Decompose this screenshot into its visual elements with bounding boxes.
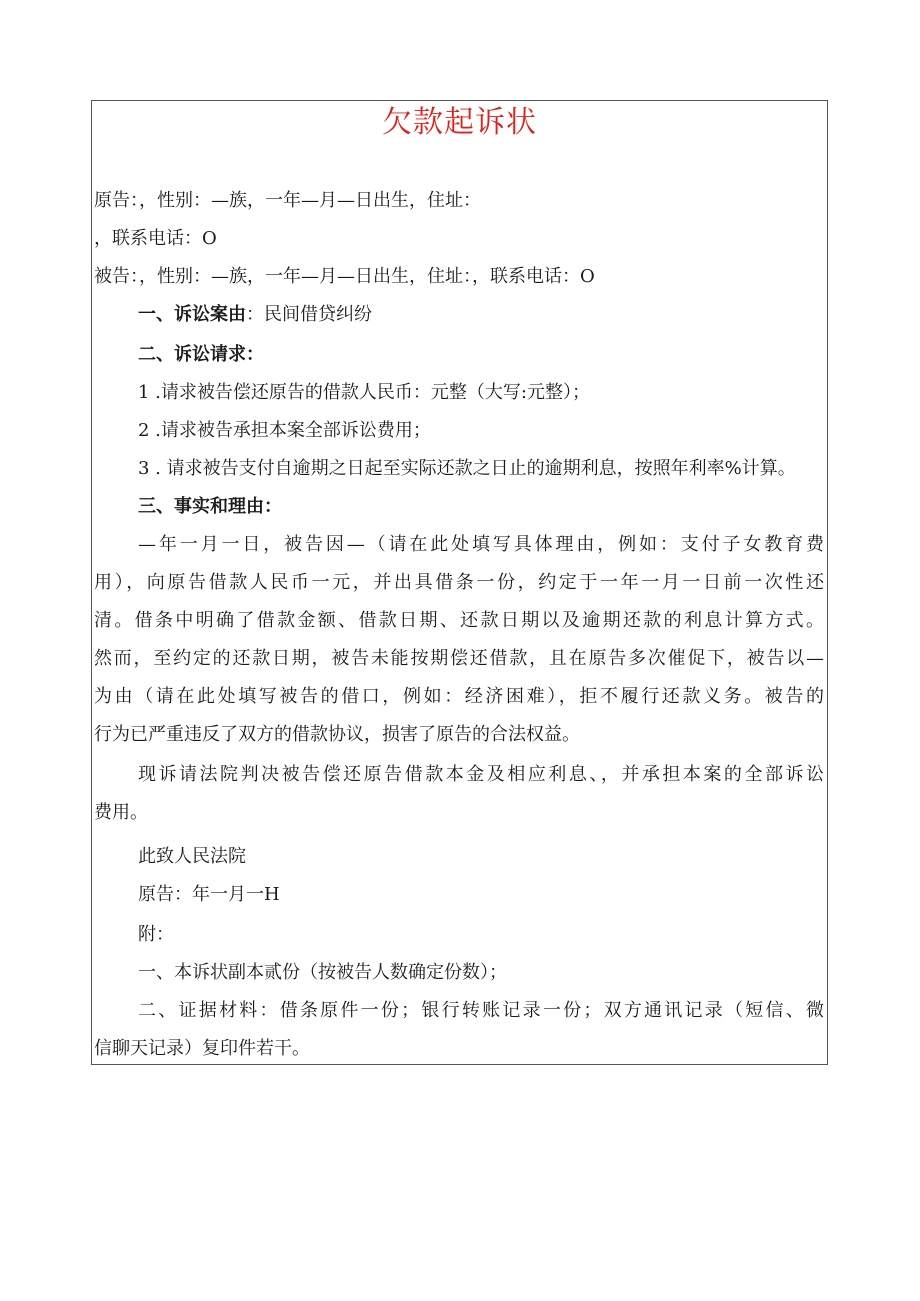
request-paragraph-line: 现诉请法院判决被告偿还原告借款本金及相应利息、，并承担本案的全部诉讼 bbox=[138, 764, 824, 785]
facts-paragraph-line: 清。借条中明确了借款金额、借款日期、还款日期以及逾期还款的利息计算方式。 bbox=[94, 610, 824, 631]
attachment-item: 一、本诉状副本贰份（按被告人数确定份数）； bbox=[138, 962, 507, 983]
request-paragraph-line: 费用。 bbox=[94, 802, 148, 823]
attachment-item: 二、证据材料：借条原件一份；银行转账记录一份；双方通讯记录（短信、微 bbox=[138, 1000, 824, 1021]
facts-paragraph-line: 然而，至约定的还款日期，被告未能按期偿还借款，且在原告多次催促下，被告以— bbox=[94, 648, 824, 669]
claim-item: 3 . 请求被告支付自逾期之日起至实际还款之日止的逾期利息，按照年利率%计算。 bbox=[138, 458, 796, 479]
claims-heading: 二、诉讼请求： bbox=[138, 344, 264, 365]
cause-of-action bbox=[138, 302, 874, 328]
cause-text: ：民间借贷纠纷 bbox=[246, 304, 372, 325]
plaintiff-signature-date: 原告：年一月一H bbox=[138, 884, 280, 905]
facts-paragraph-line: —年一月一日，被告因—（请在此处填写具体理由，例如：支付子女教育费 bbox=[138, 534, 824, 555]
plaintiff-info-line-1: 原告：，性别：—族，一年—月—日出生，住址： bbox=[94, 190, 481, 211]
claim-item: 2 .请求被告承担本案全部诉讼费用； bbox=[138, 420, 431, 441]
attachment-label: 附： bbox=[138, 924, 174, 945]
defendant-info-line: 被告：，性别：—族，一年—月—日出生，住址：，联系电话：O bbox=[94, 266, 595, 287]
addressed-court: 此致人民法院 bbox=[138, 846, 246, 867]
facts-heading: 三、事实和理由： bbox=[138, 496, 282, 517]
facts-paragraph-line: 用），向原告借款人民币一元，并出具借条一份，约定于一年一月一日前一次性还 bbox=[94, 572, 824, 593]
attachment-item-continuation: 信聊天记录）复印件若干。 bbox=[94, 1038, 310, 1059]
facts-paragraph-line: 行为已严重违反了双方的借款协议，损害了原告的合法权益。 bbox=[94, 724, 580, 745]
plaintiff-info-line-2: ，联系电话：O bbox=[94, 228, 217, 249]
facts-paragraph-line: 为由（请在此处填写被告的借口，例如：经济困难），拒不履行还款义务。被告的 bbox=[94, 686, 824, 707]
cause-heading: 一、诉讼案由 bbox=[138, 304, 246, 325]
document-frame bbox=[91, 100, 828, 1065]
document-title: 欠款起诉状 bbox=[382, 105, 537, 140]
claim-item: 1 .请求被告偿还原告的借款人民币：元整（大写:元整）； bbox=[138, 382, 590, 403]
